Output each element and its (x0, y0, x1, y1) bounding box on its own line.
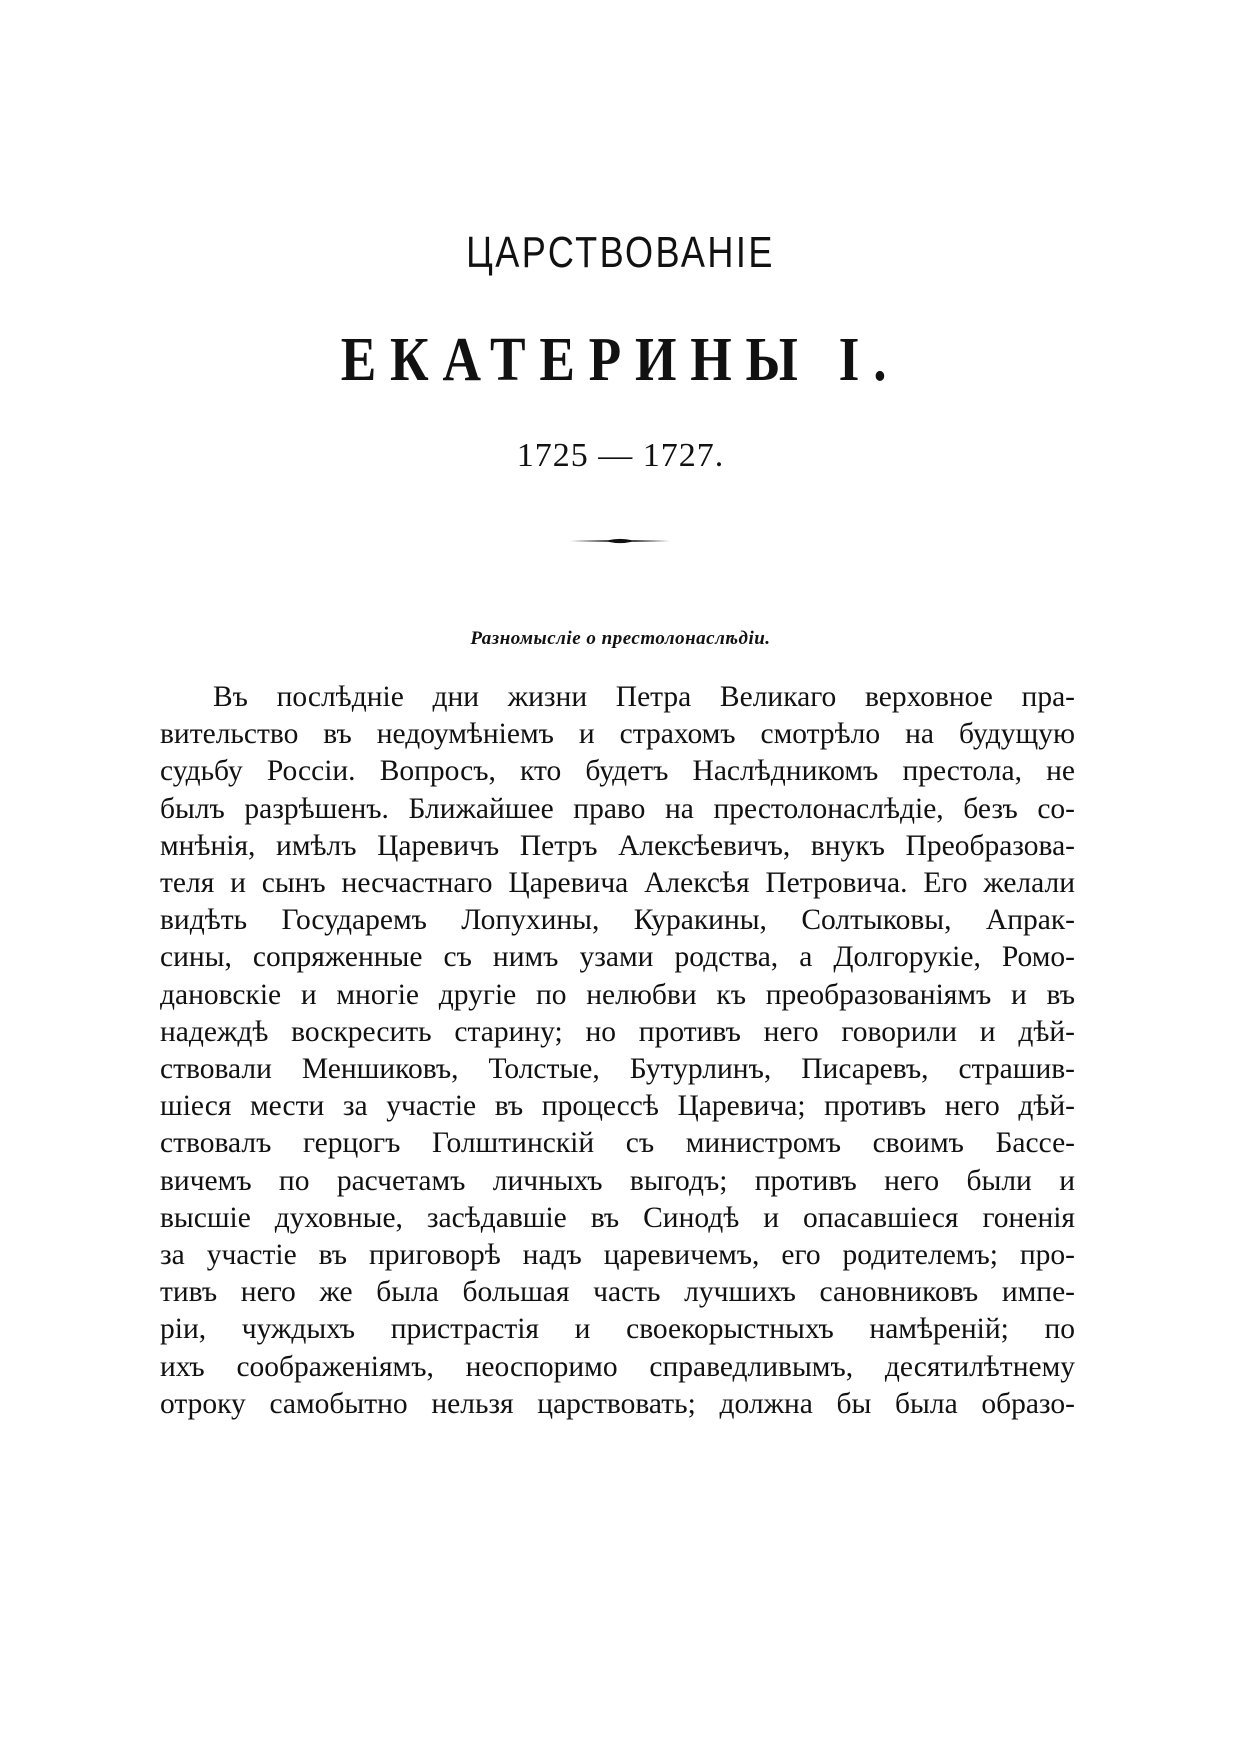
text-line: судьбу Россіи. Вопросъ, кто будетъ Наслѣдникомъ престола, не (160, 755, 1075, 788)
text-line: мнѣнія, имѣлъ Царевичъ Петръ Алексѣевичъ, внукъ Преобразова- (160, 829, 1075, 862)
text-line: надеждѣ воскресить старину; но противъ него говорили и дѣй- (160, 1015, 1075, 1048)
text-line: ствовалъ герцогъ Голштинскій съ министромъ своимъ Бассе- (160, 1127, 1075, 1160)
text-line: тивъ него же была большая часть лучшихъ сановниковъ импе- (160, 1276, 1075, 1309)
text-line: Въ послѣдніе дни жизни Петра Великаго верховное пра- (213, 681, 1075, 713)
text-line: отроку самобытно нельзя царствовать; должна бы была образо- (160, 1387, 1075, 1420)
text-line: ріи, чуждыхъ пристрастія и своекорыстныхъ намѣреній; по (160, 1313, 1075, 1346)
title-line-2: ЕКАТЕРИНЫ I. (340, 326, 901, 394)
title-line-1: ЦАРСТВОВАНІЕ (466, 228, 775, 277)
reign-years: 1725 — 1727. (516, 437, 725, 474)
text-line: дановскіе и многіе другіе по нелюбви къ преобразованіямъ и въ (160, 978, 1075, 1011)
text-line: высшіе духовные, засѣдавшіе въ Синодѣ и опасавшіеся гоненія (160, 1201, 1075, 1234)
text-line: былъ разрѣшенъ. Ближайшее право на престолонаслѣдіе, безъ со- (160, 792, 1075, 825)
section-heading: Разномысліе о престолонаслѣдіи. (470, 628, 771, 649)
text-line: ихъ соображеніямъ, неоспоримо справедливымъ, десятилѣтнему (160, 1350, 1075, 1383)
text-line: за участіе въ приговорѣ надъ царевичемъ, его родителемъ; про- (160, 1239, 1075, 1271)
text-line: сины, сопряженные съ нимъ узами родства, а Долгорукіе, Ромо- (160, 941, 1075, 974)
text-line: вительство въ недоумѣніемъ и страхомъ смотрѣло на будущую (160, 718, 1075, 751)
text-line: вичемъ по расчетамъ личныхъ выгодъ; противъ него были и (160, 1164, 1075, 1197)
ornament-rule (570, 536, 670, 546)
text-line: шіеся мести за участіе въ процессѣ Царевича; противъ него дѣй- (160, 1090, 1075, 1123)
text-line: видѣть Государемъ Лопухины, Куракины, Солтыковы, Апрак- (160, 904, 1075, 937)
text-line: теля и сынъ несчастнаго Царевича Алексѣя Петровича. Его желали (160, 867, 1075, 899)
text-line: ствовали Меншиковъ, Толстые, Бутурлинъ, Писаревъ, страшив- (160, 1053, 1075, 1085)
